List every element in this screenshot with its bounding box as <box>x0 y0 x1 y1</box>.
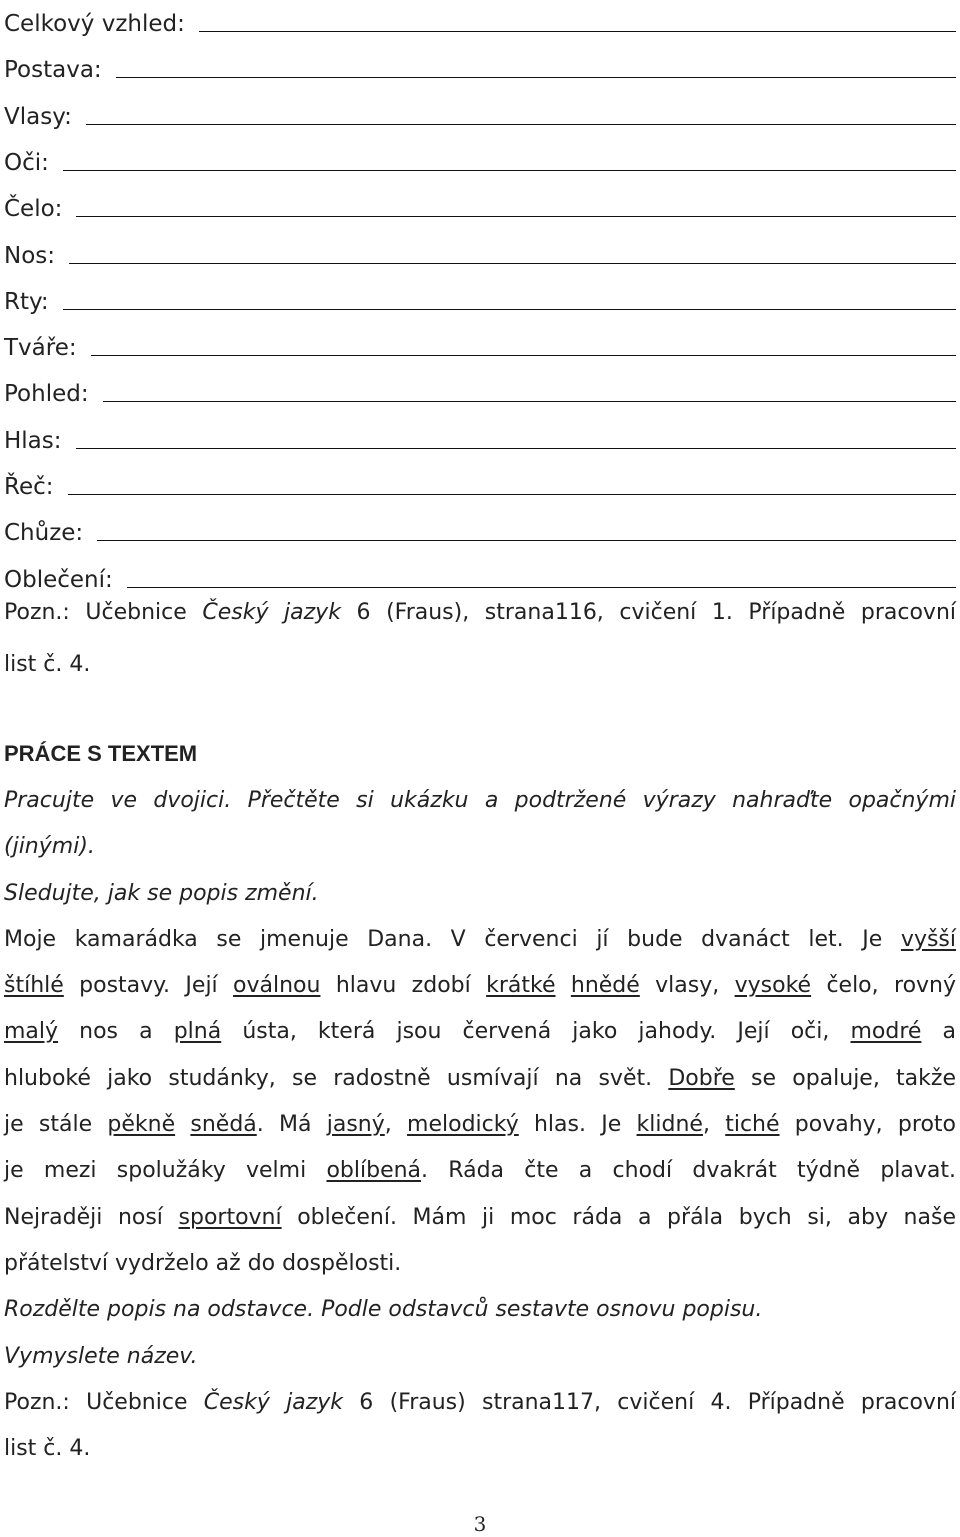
answer-line[interactable] <box>86 124 956 125</box>
underlined-word: snědá <box>190 1112 257 1137</box>
field-label: Chůze: <box>4 520 84 546</box>
field-label: Tváře: <box>4 335 77 361</box>
form-row <box>4 270 956 316</box>
note-1-line-1: Pozn.: Učebnice Český jazyk 6 (Fraus), strana116, cvičení 1. Případně pracovní <box>4 600 957 625</box>
field-label: Čelo: <box>4 196 63 222</box>
field-label: Pohled: <box>4 381 89 407</box>
field-label: Postava: <box>4 57 102 83</box>
underlined-word: plná <box>173 1019 222 1044</box>
form-row <box>4 501 956 547</box>
form-row <box>4 455 956 501</box>
field-label: Oblečení: <box>4 567 113 593</box>
field-label: Celkový vzhled: <box>4 11 185 37</box>
instruction-line-1: Pracujte ve dvojici. Přečtěte si ukázku a podtržené výrazy nahraďte opačnými <box>4 788 956 813</box>
underlined-word: melodický <box>407 1112 519 1137</box>
answer-line[interactable] <box>127 587 956 588</box>
text-line-3: malý nos a plná ústa, která jsou červená jako jahody. Její oči, modré a <box>4 1019 957 1044</box>
form-row <box>4 362 956 408</box>
task-line-2: Vymyslete název. <box>4 1344 198 1369</box>
field-label: Nos: <box>4 243 56 269</box>
underlined-word: pěkně <box>107 1112 176 1137</box>
instruction-line-2: (jinými). <box>4 834 95 859</box>
task-line-1: Rozdělte popis na odstavce. Podle odstavců sestavte osnovu popisu. <box>4 1297 763 1322</box>
answer-line[interactable] <box>91 355 956 356</box>
note-2-line-1: Pozn.: Učebnice Český jazyk 6 (Fraus) strana117, cvičení 4. Případně pracovní <box>4 1390 957 1415</box>
form-row <box>4 85 956 131</box>
underlined-word: klidné <box>636 1112 703 1137</box>
underlined-word: Dobře <box>668 1066 735 1091</box>
answer-line[interactable] <box>63 170 956 171</box>
answer-line[interactable] <box>103 401 956 402</box>
answer-line[interactable] <box>63 309 956 310</box>
underlined-word: krátké <box>486 973 556 998</box>
form-row <box>4 177 956 223</box>
underlined-word: hnědé <box>570 973 640 998</box>
text-line-7: Nejraději nosí sportovní oblečení. Mám ji moc ráda a přála bych si, aby naše <box>4 1205 956 1230</box>
field-label: Vlasy: <box>4 104 72 130</box>
answer-line[interactable] <box>68 494 957 495</box>
text-line-8: přátelství vydrželo až do dospělosti. <box>4 1251 402 1276</box>
answer-line[interactable] <box>76 216 956 217</box>
form-row <box>4 0 956 38</box>
form-row <box>4 224 956 270</box>
form-row <box>4 38 956 84</box>
answer-line[interactable] <box>199 31 956 32</box>
text-line-4: hluboké jako studánky, se radostně usmívají na svět. Dobře se opaluje, takže <box>4 1066 956 1091</box>
answer-line[interactable] <box>76 448 956 449</box>
underlined-word: oválnou <box>233 973 321 998</box>
text-line-1: Moje kamarádka se jmenuje Dana. V červenci jí bude dvanáct let. Je vyšší <box>4 927 956 952</box>
field-label: Oči: <box>4 150 49 176</box>
field-label: Rty: <box>4 289 49 315</box>
underlined-word: sportovní <box>178 1205 282 1230</box>
form-row <box>4 131 956 177</box>
page-number: 3 <box>473 1512 487 1536</box>
answer-line[interactable] <box>116 77 956 78</box>
note-1-line-2: list č. 4. <box>4 652 91 677</box>
form-row <box>4 316 956 362</box>
underlined-word: malý <box>4 1019 59 1044</box>
field-label: Řeč: <box>4 474 54 500</box>
field-label: Hlas: <box>4 428 62 454</box>
text-line-6: je mezi spolužáky velmi oblíbená. Ráda čte a chodí dvakrát týdně plavat. <box>4 1158 957 1183</box>
underlined-word: jasný <box>326 1112 385 1137</box>
note-2-line-2: list č. 4. <box>4 1436 91 1461</box>
form-row <box>4 409 956 455</box>
section-heading: PRÁCE S TEXTEM <box>4 741 198 766</box>
underlined-word: modré <box>850 1019 922 1044</box>
underlined-word: oblíbená <box>326 1158 422 1183</box>
book-title: Český jazyk <box>202 600 341 625</box>
underlined-word: vyšší <box>900 927 956 952</box>
instruction-line-3: Sledujte, jak se popis změní. <box>4 881 319 906</box>
underlined-word: vysoké <box>734 973 812 998</box>
book-title: Český jazyk <box>203 1390 344 1415</box>
answer-line[interactable] <box>69 263 956 264</box>
form-row <box>4 548 956 594</box>
text-line-2: štíhlé postavy. Její oválnou hlavu zdobí krátké hnědé vlasy, vysoké čelo, rovný <box>4 973 957 998</box>
underlined-word: štíhlé <box>4 973 64 998</box>
answer-line[interactable] <box>97 540 956 541</box>
text-line-5: je stále pěkně snědá. Má jasný, melodický hlas. Je klidné, tiché povahy, proto <box>4 1112 957 1137</box>
underlined-word: tiché <box>725 1112 780 1137</box>
